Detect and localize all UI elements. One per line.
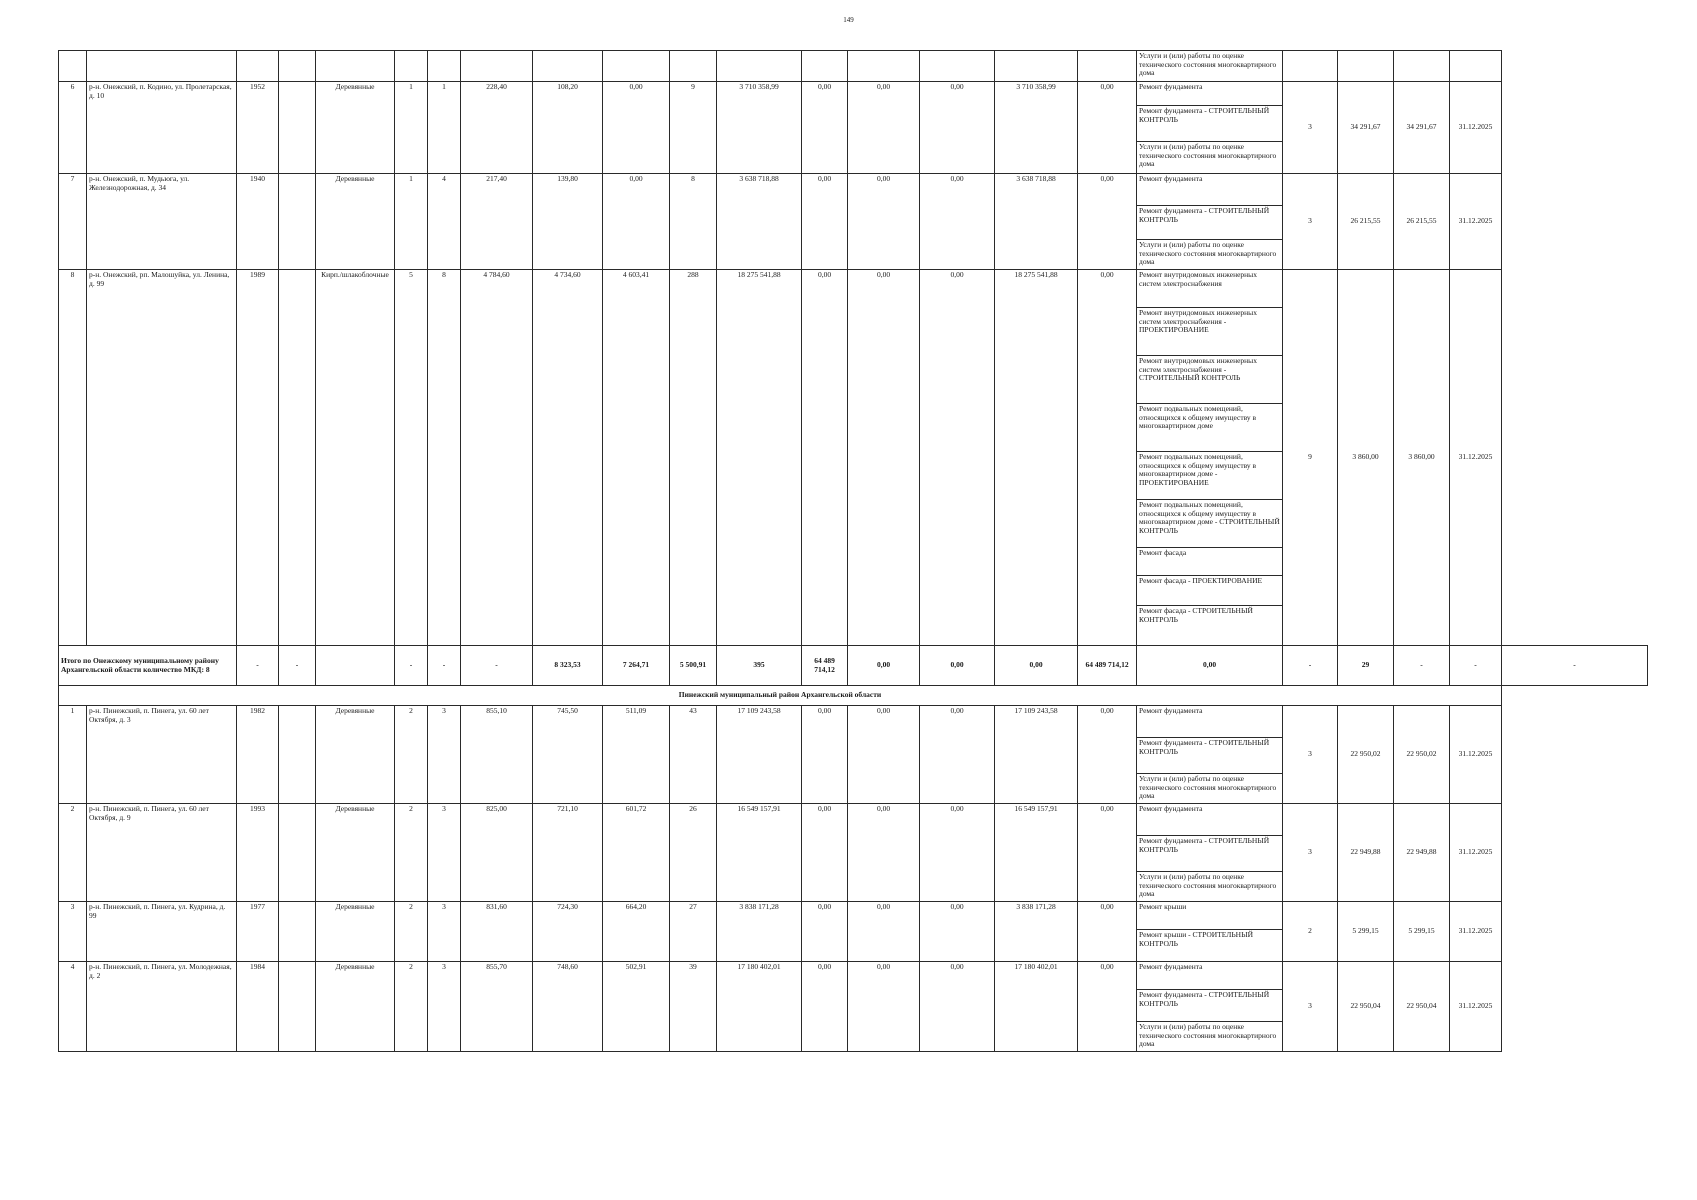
- fund-1: 0,00: [802, 174, 848, 270]
- address: р-н. Онежский, п. Кодино, ул. Пролетарская, д. 10: [87, 82, 237, 174]
- area-living: 4 734,60: [533, 270, 603, 646]
- work-item: Услуги и (или) работы по оценке технического состояния многоквартирного дома: [1137, 240, 1283, 270]
- table-row: [59, 686, 1648, 706]
- work-item: Ремонт фундамента: [1137, 962, 1283, 990]
- fund-3: 0,00: [920, 174, 995, 270]
- table-row: [59, 51, 1648, 82]
- cost-total: 17 109 243,58: [717, 706, 802, 804]
- cost-owners: 16 549 157,91: [995, 804, 1078, 902]
- total-dash: -: [395, 646, 428, 686]
- empty-cell: [1338, 51, 1394, 82]
- empty-cell: [533, 51, 603, 82]
- address: р-н. Онежский, рп. Малошуйка, ул. Ленина, д. 99: [87, 270, 237, 646]
- work-item: Ремонт подвальных помещений, относящихся к общему имуществу в многоквартирном доме - СТРОИТЕЛЬНЫЙ КОНТРОЛЬ: [1137, 500, 1283, 548]
- empty-cell: [428, 51, 461, 82]
- wall-material: Деревянные: [316, 804, 395, 902]
- entrances: 3: [428, 706, 461, 804]
- area-total: 831,60: [461, 902, 533, 962]
- works-count: 3: [1283, 706, 1338, 804]
- work-item: Услуги и (или) работы по оценке технического состояния многоквартирного дома: [1137, 872, 1283, 902]
- work-item: Ремонт внутридомовых инженерных систем электроснабжения - ПРОЕКТИРОВАНИЕ: [1137, 308, 1283, 356]
- unit-cost: 3 860,00: [1338, 270, 1394, 646]
- work-item: Ремонт фундамента: [1137, 706, 1283, 738]
- fund-2: 0,00: [848, 82, 920, 174]
- wall-material: Кирп./шлакоблочные: [316, 270, 395, 646]
- total-cost_owners: 64 489 714,12: [1078, 646, 1137, 686]
- max-unit-cost: 5 299,15: [1394, 902, 1450, 962]
- total-dash: -: [461, 646, 533, 686]
- residents: 288: [670, 270, 717, 646]
- works-count: 3: [1283, 962, 1338, 1052]
- area-living: 748,60: [533, 962, 603, 1052]
- entrances: 8: [428, 270, 461, 646]
- floors: 1: [395, 174, 428, 270]
- unit-cost: 5 299,15: [1338, 902, 1394, 962]
- residents: 26: [670, 804, 717, 902]
- empty-cell: [1394, 51, 1450, 82]
- max-unit-cost: 22 950,04: [1394, 962, 1450, 1052]
- fund-1: 0,00: [802, 902, 848, 962]
- total-area_total: 8 323,53: [533, 646, 603, 686]
- cost-owners: 3 838 171,28: [995, 902, 1078, 962]
- empty-cell: [802, 51, 848, 82]
- total-label: Итого по Онежскому муниципальному району Архангельской области количество МКД: 8: [59, 646, 237, 686]
- work-item: Услуги и (или) работы по оценке технического состояния многоквартирного дома: [1137, 1022, 1283, 1052]
- empty-cell: [1078, 51, 1137, 82]
- work-item: Услуги и (или) работы по оценке технического состояния многоквартирного дома: [1137, 142, 1283, 174]
- work-item: Ремонт фасада - ПРОЕКТИРОВАНИЕ: [1137, 576, 1283, 606]
- fund-1: 0,00: [802, 962, 848, 1052]
- completion-date: 31.12.2025: [1450, 82, 1502, 174]
- floors: 2: [395, 706, 428, 804]
- empty-cell: [1283, 51, 1338, 82]
- work-item: Ремонт фундамента: [1137, 82, 1283, 106]
- total-dash: -: [1283, 646, 1338, 686]
- total-residents: 395: [717, 646, 802, 686]
- cost-total: 17 180 402,01: [717, 962, 802, 1052]
- empty-cell: [1450, 51, 1502, 82]
- empty-cell: [279, 706, 316, 804]
- total-f1: 0,00: [848, 646, 920, 686]
- completion-date: 31.12.2025: [1450, 270, 1502, 646]
- area-other: 4 603,41: [603, 270, 670, 646]
- cost-owners: 17 109 243,58: [995, 706, 1078, 804]
- work-item: Ремонт фасада: [1137, 548, 1283, 576]
- total-dash: -: [279, 646, 316, 686]
- area-living: 745,50: [533, 706, 603, 804]
- table-body: [59, 51, 1648, 1052]
- cost-owners: 3 638 718,88: [995, 174, 1078, 270]
- area-other: 664,20: [603, 902, 670, 962]
- wall-material: Деревянные: [316, 82, 395, 174]
- fund-2: 0,00: [848, 962, 920, 1052]
- empty-cell: [461, 51, 533, 82]
- fund-3: 0,00: [920, 82, 995, 174]
- total-f4: 0,00: [1137, 646, 1283, 686]
- work-item: Услуги и (или) работы по оценке технического состояния многоквартирного дома: [1137, 51, 1283, 82]
- floors: 2: [395, 804, 428, 902]
- works-count: 3: [1283, 804, 1338, 902]
- row-number: 3: [59, 902, 87, 962]
- area-total: 855,10: [461, 706, 533, 804]
- residents: 9: [670, 82, 717, 174]
- address: р-н. Пинежский, п. Пинега, ул. 60 лет Октября, д. 9: [87, 804, 237, 902]
- fund-4: 0,00: [1078, 82, 1137, 174]
- max-unit-cost: 22 950,02: [1394, 706, 1450, 804]
- residents: 8: [670, 174, 717, 270]
- work-item: Ремонт подвальных помещений, относящихся к общему имуществу в многоквартирном доме: [1137, 404, 1283, 452]
- total-count: 29: [1338, 646, 1394, 686]
- unit-cost: 26 215,55: [1338, 174, 1394, 270]
- row-number: 8: [59, 270, 87, 646]
- table-row: [59, 804, 1648, 836]
- work-item: Ремонт фундамента: [1137, 174, 1283, 206]
- row-number: 7: [59, 174, 87, 270]
- wall-material: Деревянные: [316, 902, 395, 962]
- unit-cost: 34 291,67: [1338, 82, 1394, 174]
- completion-date: 31.12.2025: [1450, 902, 1502, 962]
- floors: 2: [395, 902, 428, 962]
- works-count: 3: [1283, 174, 1338, 270]
- section-title: Пинежский муниципальный район Архангельской области: [59, 686, 1502, 706]
- entrances: 4: [428, 174, 461, 270]
- table-row: [59, 174, 1648, 206]
- area-other: 0,00: [603, 174, 670, 270]
- entrances: 3: [428, 962, 461, 1052]
- total-dash: -: [237, 646, 279, 686]
- wall-material: Деревянные: [316, 706, 395, 804]
- cost-total: 3 638 718,88: [717, 174, 802, 270]
- fund-2: 0,00: [848, 902, 920, 962]
- fund-1: 0,00: [802, 270, 848, 646]
- entrances: 1: [428, 82, 461, 174]
- fund-1: 0,00: [802, 706, 848, 804]
- area-living: 139,80: [533, 174, 603, 270]
- empty-cell: [279, 804, 316, 902]
- entrances: 3: [428, 902, 461, 962]
- work-item: Ремонт фундамента: [1137, 804, 1283, 836]
- page-number: 149: [843, 16, 854, 24]
- empty-cell: [717, 51, 802, 82]
- empty-cell: [920, 51, 995, 82]
- total-dash: -: [1450, 646, 1502, 686]
- completion-date: 31.12.2025: [1450, 804, 1502, 902]
- year-built: 1984: [237, 962, 279, 1052]
- area-other: 502,91: [603, 962, 670, 1052]
- empty-cell: [87, 51, 237, 82]
- fund-3: 0,00: [920, 706, 995, 804]
- unit-cost: 22 949,88: [1338, 804, 1394, 902]
- cost-owners: 3 710 358,99: [995, 82, 1078, 174]
- floors: 1: [395, 82, 428, 174]
- fund-4: 0,00: [1078, 270, 1137, 646]
- work-item: Ремонт фасада - СТРОИТЕЛЬНЫЙ КОНТРОЛЬ: [1137, 606, 1283, 646]
- fund-2: 0,00: [848, 804, 920, 902]
- row-number: 4: [59, 962, 87, 1052]
- work-item: Ремонт фундамента - СТРОИТЕЛЬНЫЙ КОНТРОЛЬ: [1137, 106, 1283, 142]
- year-built: 1952: [237, 82, 279, 174]
- work-item: Ремонт крыши: [1137, 902, 1283, 930]
- year-built: 1977: [237, 902, 279, 962]
- table-row: [59, 646, 1648, 686]
- empty-cell: [316, 51, 395, 82]
- area-total: 855,70: [461, 962, 533, 1052]
- fund-2: 0,00: [848, 174, 920, 270]
- area-living: 108,20: [533, 82, 603, 174]
- table-row: [59, 706, 1648, 738]
- empty-cell: [279, 962, 316, 1052]
- work-item: Ремонт фундамента - СТРОИТЕЛЬНЫЙ КОНТРОЛЬ: [1137, 990, 1283, 1022]
- fund-3: 0,00: [920, 270, 995, 646]
- table-row: [59, 270, 1648, 308]
- area-total: 4 784,60: [461, 270, 533, 646]
- cost-owners: 18 275 541,88: [995, 270, 1078, 646]
- fund-4: 0,00: [1078, 706, 1137, 804]
- year-built: 1993: [237, 804, 279, 902]
- empty-cell: [59, 51, 87, 82]
- fund-4: 0,00: [1078, 174, 1137, 270]
- work-item: Ремонт фундамента - СТРОИТЕЛЬНЫЙ КОНТРОЛЬ: [1137, 836, 1283, 872]
- empty-cell: [670, 51, 717, 82]
- address: р-н. Онежский, п. Мудьюга, ул. Железнодорожная, д. 34: [87, 174, 237, 270]
- work-item: Ремонт внутридомовых инженерных систем электроснабжения - СТРОИТЕЛЬНЫЙ КОНТРОЛЬ: [1137, 356, 1283, 404]
- area-living: 724,30: [533, 902, 603, 962]
- table-row: [59, 902, 1648, 930]
- fund-4: 0,00: [1078, 804, 1137, 902]
- fund-4: 0,00: [1078, 962, 1137, 1052]
- total-f3: 0,00: [995, 646, 1078, 686]
- works-count: 9: [1283, 270, 1338, 646]
- floors: 2: [395, 962, 428, 1052]
- area-other: 511,09: [603, 706, 670, 804]
- work-item: Ремонт фундамента - СТРОИТЕЛЬНЫЙ КОНТРОЛЬ: [1137, 206, 1283, 240]
- year-built: 1989: [237, 270, 279, 646]
- work-item: Услуги и (или) работы по оценке технического состояния многоквартирного дома: [1137, 774, 1283, 804]
- cost-total: 3 838 171,28: [717, 902, 802, 962]
- work-item: Ремонт внутридомовых инженерных систем электроснабжения: [1137, 270, 1283, 308]
- empty-cell: [237, 51, 279, 82]
- residents: 27: [670, 902, 717, 962]
- empty-cell: [995, 51, 1078, 82]
- row-number: 1: [59, 706, 87, 804]
- cost-total: 16 549 157,91: [717, 804, 802, 902]
- cost-total: 3 710 358,99: [717, 82, 802, 174]
- total-area_living: 7 264,71: [603, 646, 670, 686]
- fund-1: 0,00: [802, 804, 848, 902]
- area-total: 825,00: [461, 804, 533, 902]
- total-dash: -: [1502, 646, 1648, 686]
- completion-date: 31.12.2025: [1450, 174, 1502, 270]
- empty-cell: [395, 51, 428, 82]
- empty-cell: [848, 51, 920, 82]
- capital-repair-table: [58, 50, 1648, 1052]
- max-unit-cost: 3 860,00: [1394, 270, 1450, 646]
- empty-cell: [603, 51, 670, 82]
- floors: 5: [395, 270, 428, 646]
- area-living: 721,10: [533, 804, 603, 902]
- empty-cell: [279, 82, 316, 174]
- completion-date: 31.12.2025: [1450, 962, 1502, 1052]
- area-total: 217,40: [461, 174, 533, 270]
- total-dash: -: [428, 646, 461, 686]
- address: р-н. Пинежский, п. Пинега, ул. 60 лет Октября, д. 3: [87, 706, 237, 804]
- total-area_other: 5 500,91: [670, 646, 717, 686]
- cost-owners: 17 180 402,01: [995, 962, 1078, 1052]
- unit-cost: 22 950,04: [1338, 962, 1394, 1052]
- entrances: 3: [428, 804, 461, 902]
- area-other: 0,00: [603, 82, 670, 174]
- empty-cell: [279, 51, 316, 82]
- residents: 43: [670, 706, 717, 804]
- work-item: Ремонт фундамента - СТРОИТЕЛЬНЫЙ КОНТРОЛЬ: [1137, 738, 1283, 774]
- address: р-н. Пинежский, п. Пинега, ул. Кудрина, д. 99: [87, 902, 237, 962]
- fund-2: 0,00: [848, 270, 920, 646]
- area-other: 601,72: [603, 804, 670, 902]
- work-item: Ремонт крыши - СТРОИТЕЛЬНЫЙ КОНТРОЛЬ: [1137, 930, 1283, 962]
- year-built: 1982: [237, 706, 279, 804]
- work-item: Ремонт подвальных помещений, относящихся к общему имуществу в многоквартирном доме - ПРОЕКТИРОВАНИЕ: [1137, 452, 1283, 500]
- area-total: 228,40: [461, 82, 533, 174]
- works-count: 2: [1283, 902, 1338, 962]
- row-number: 6: [59, 82, 87, 174]
- total-cost_total: 64 489 714,12: [802, 646, 848, 686]
- max-unit-cost: 22 949,88: [1394, 804, 1450, 902]
- unit-cost: 22 950,02: [1338, 706, 1394, 804]
- cost-total: 18 275 541,88: [717, 270, 802, 646]
- works-count: 3: [1283, 82, 1338, 174]
- address: р-н. Пинежский, п. Пинега, ул. Молодежная, д. 2: [87, 962, 237, 1052]
- max-unit-cost: 26 215,55: [1394, 174, 1450, 270]
- total-f2: 0,00: [920, 646, 995, 686]
- wall-material: Деревянные: [316, 962, 395, 1052]
- fund-3: 0,00: [920, 902, 995, 962]
- fund-1: 0,00: [802, 82, 848, 174]
- table-row: [59, 962, 1648, 990]
- max-unit-cost: 34 291,67: [1394, 82, 1450, 174]
- fund-3: 0,00: [920, 804, 995, 902]
- year-built: 1940: [237, 174, 279, 270]
- total-dash: -: [1394, 646, 1450, 686]
- total-dash: [316, 646, 395, 686]
- fund-4: 0,00: [1078, 902, 1137, 962]
- table-row: [59, 82, 1648, 106]
- wall-material: Деревянные: [316, 174, 395, 270]
- empty-cell: [279, 270, 316, 646]
- row-number: 2: [59, 804, 87, 902]
- residents: 39: [670, 962, 717, 1052]
- fund-3: 0,00: [920, 962, 995, 1052]
- completion-date: 31.12.2025: [1450, 706, 1502, 804]
- fund-2: 0,00: [848, 706, 920, 804]
- empty-cell: [279, 902, 316, 962]
- empty-cell: [279, 174, 316, 270]
